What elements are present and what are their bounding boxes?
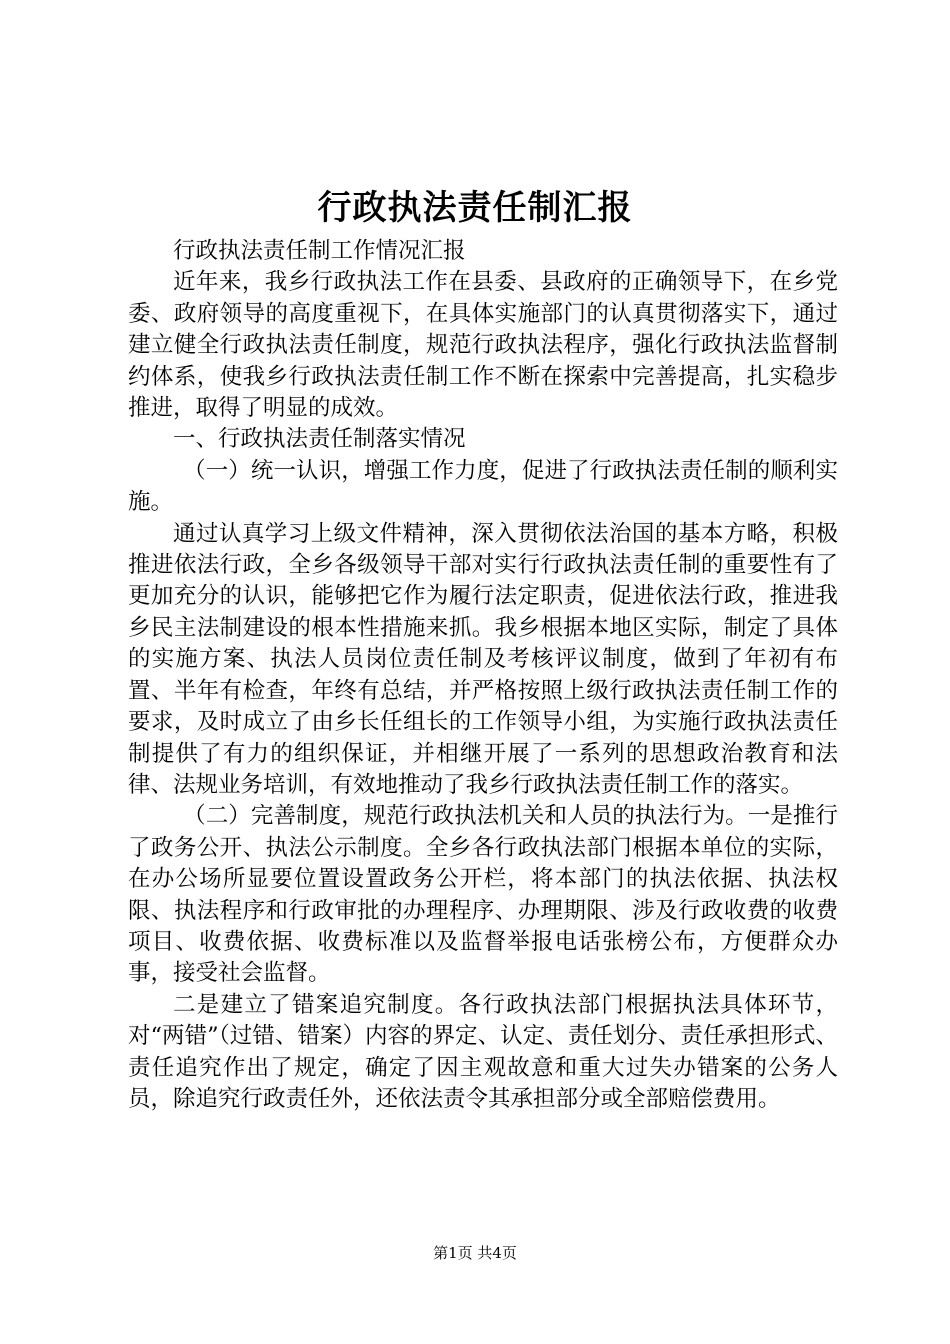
page-number-footer: 第1页 共4页 [433, 1244, 517, 1262]
document-body [128, 236, 838, 1115]
paragraph-study-and-organization: 通过认真学习上级文件精神，深入贯彻依法治国的基本方略，积极推进依法行政，全乡各级领导干部对实行行政执法责任制的重要性有了更加充分的认识，能够把它作为履行法定职责，促进依法行政，推进我乡民主法制建设的根本性措施来抓。我乡根据本地区实际，制定了具体的实施方案、执法人员岗位责任制及考核评议制度，做到了年初有布置、半年有检查，年终有总结，并严格按照上级行政执法责任制工作的要求，及时成立了由乡长任组长的工作领导小组，为实施行政执法责任制提供了有力的组织保证，并相继开展了一系列的思想政治教育和法律、法规业务培训，有效地推动了我乡行政执法责任制工作的落实。 [128, 520, 838, 798]
paragraph-report-heading: 行政执法责任制工作情况汇报 [173, 238, 466, 264]
subsection-heading-unified-understanding: （一）统一认识，增强工作力度，促进了行政执法责任制的顺利实施。 [128, 457, 838, 516]
section-heading-implementation: 一、行政执法责任制落实情况 [173, 426, 466, 453]
paragraph-improve-systems: （二）完善制度，规范行政执法机关和人员的执法行为。一是推行了政务公开、执法公示制度。全乡各行政执法部门根据本单位的实际，在办公场所显要位置设置政务公开栏，将本部门的执法依据、执法权限、执法程序和行政审批的办理程序、办理期限、涉及行政收费的收费项目、收费依据、收费标准以及监督举报电话张榜公布，方便群众办事，接受社会监督。 [128, 803, 838, 987]
paragraph-introduction: 近年来，我乡行政执法工作在县委、县政府的正确领导下，在乡党委、政府领导的高度重视下，在具体实施部门的认真贯彻落实下，通过建立健全行政执法责任制度，规范行政执法程序，强化行政执法监督制约体系，使我乡行政执法责任制工作不断在探索中完善提高，扎实稳步推进，取得了明显的成效。 [128, 269, 838, 422]
paragraph-error-accountability: 二是建立了错案追究制度。各行政执法部门根据执法具体环节，对“两错”（过错、错案）内容的界定、认定、责任划分、责任承担形式、责任追究作出了规定，确定了因主观故意和重大过失办错案的公务人员，除追究行政责任外，还依法责令其承担部分或全部赔偿费用。 [128, 991, 838, 1112]
document-title: 行政执法责任制汇报 [317, 188, 633, 228]
